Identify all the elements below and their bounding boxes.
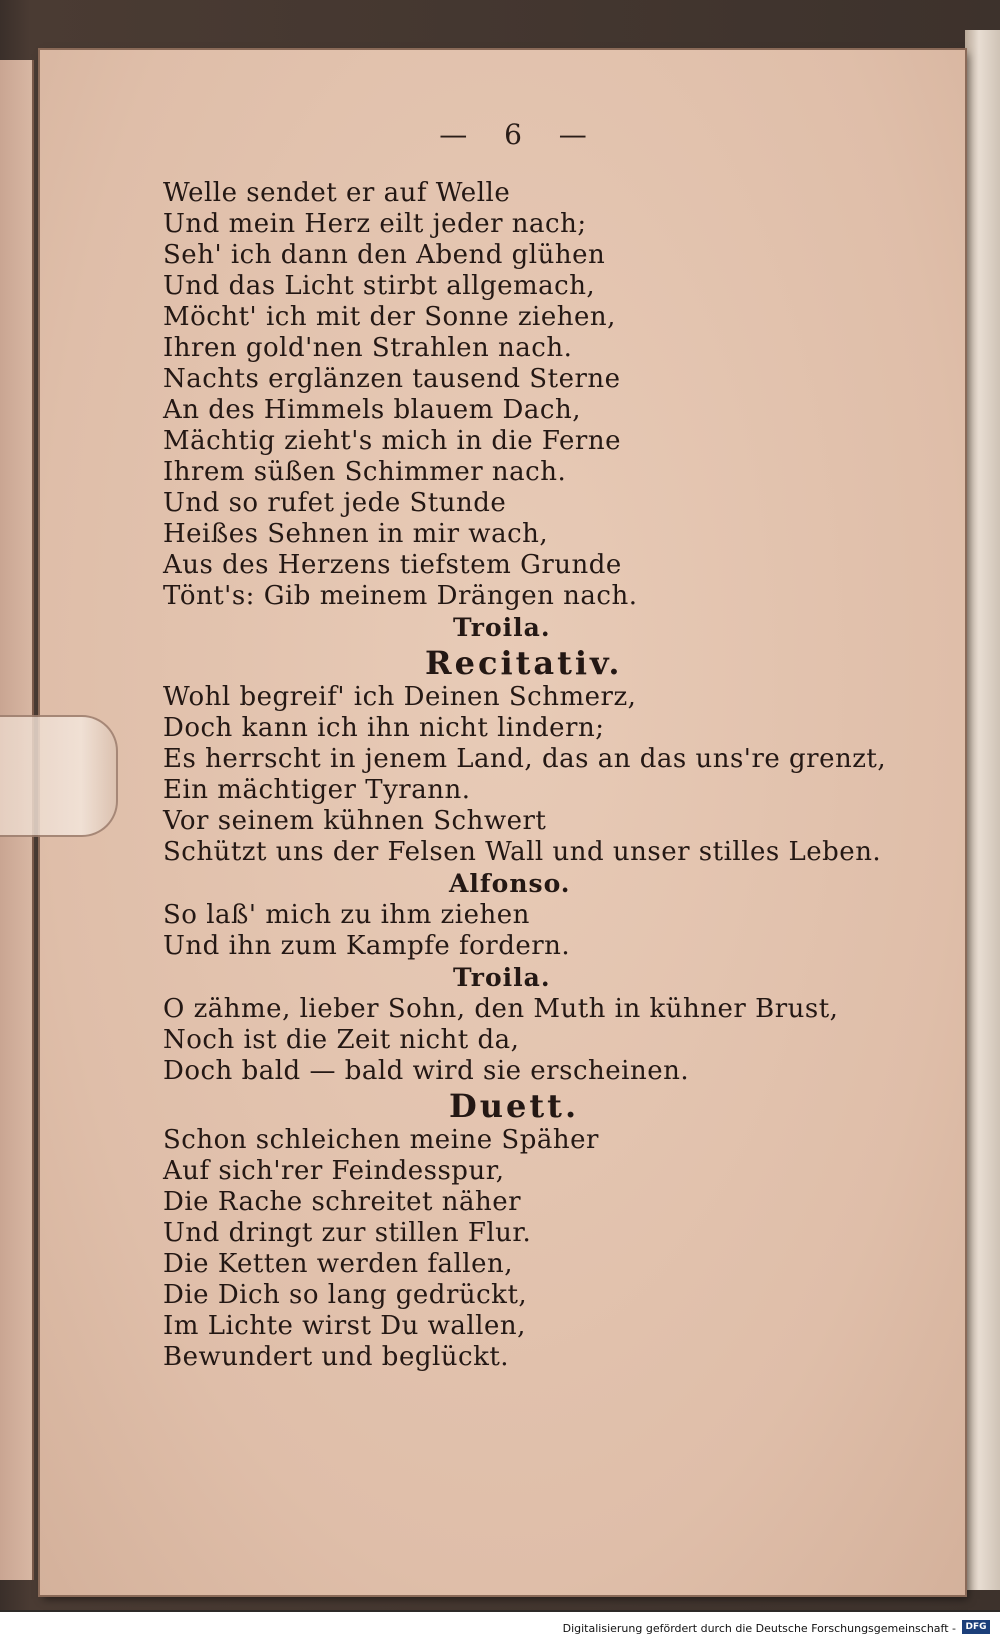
verse-line: Bewundert und beglückt. — [163, 1342, 510, 1372]
verse-line: Wohl begreif' ich Deinen Schmerz, — [163, 682, 637, 712]
verse-line: Doch kann ich ihn nicht lindern; — [163, 713, 605, 743]
verse-line: Ein mächtiger Tyrann. — [163, 775, 471, 805]
footer-credit: Digitalisierung gefördert durch die Deutsche Forschungsgemeinschaft - — [562, 1622, 956, 1635]
libretto-text — [163, 178, 943, 1373]
verse-line: Tönt's: Gib meinem Drängen nach. — [163, 581, 638, 611]
verse-line: Vor seinem kühnen Schwert — [163, 806, 547, 836]
verse-line: Ihrem süßen Schimmer nach. — [163, 457, 567, 487]
verse-line: Seh' ich dann den Abend glühen — [163, 240, 606, 270]
page-number: — 6 — — [439, 118, 601, 151]
verse-line: Und ihn zum Kampfe fordern. — [163, 931, 571, 961]
verse-line: Und so rufet jede Stunde — [163, 488, 507, 518]
book-edge — [965, 30, 1000, 1590]
section-heading: Recitativ. — [425, 644, 623, 682]
verse-line: Welle sendet er auf Welle — [163, 178, 511, 208]
section-heading: Duett. — [449, 1087, 580, 1125]
verse-line: Schon schleichen meine Späher — [163, 1125, 599, 1155]
speaker-heading: Troila. — [453, 963, 551, 992]
dfg-logo: DFG — [962, 1620, 990, 1634]
verse-line: Noch ist die Zeit nicht da, — [163, 1025, 520, 1055]
verse-line: So laß' mich zu ihm ziehen — [163, 900, 530, 930]
verse-line: Die Ketten werden fallen, — [163, 1249, 513, 1279]
verse-line: An des Himmels blauem Dach, — [163, 395, 581, 425]
verse-line: Und mein Herz eilt jeder nach; — [163, 209, 587, 239]
verse-line: Auf sich'rer Feindesspur, — [163, 1156, 505, 1186]
verse-line: O zähme, lieber Sohn, den Muth in kühner Brust, — [163, 994, 839, 1024]
verse-line: Die Rache schreitet näher — [163, 1187, 522, 1217]
verse-line: Ihren gold'nen Strahlen nach. — [163, 333, 573, 363]
verse-line: Und dringt zur stillen Flur. — [163, 1218, 532, 1248]
verse-line: Und das Licht stirbt allgemach, — [163, 271, 596, 301]
footer — [0, 1612, 1000, 1646]
page-clip — [0, 715, 118, 837]
verse-line: Mächtig zieht's mich in die Ferne — [163, 426, 621, 456]
verse-line: Im Lichte wirst Du wallen, — [163, 1311, 526, 1341]
verse-line: Nachts erglänzen tausend Sterne — [163, 364, 621, 394]
verse-line: Doch bald — bald wird sie erscheinen. — [163, 1056, 690, 1086]
verse-line: Aus des Herzens tiefstem Grunde — [163, 550, 622, 580]
speaker-heading: Alfonso. — [449, 869, 571, 898]
verse-line: Die Dich so lang gedrückt, — [163, 1280, 528, 1310]
verse-line: Heißes Sehnen in mir wach, — [163, 519, 549, 549]
speaker-heading: Troila. — [453, 613, 551, 642]
verse-line: Möcht' ich mit der Sonne ziehen, — [163, 302, 616, 332]
verse-line: Schützt uns der Felsen Wall und unser stilles Leben. — [163, 837, 882, 867]
verse-line: Es herrscht in jenem Land, das an das uns're grenzt, — [163, 744, 887, 774]
